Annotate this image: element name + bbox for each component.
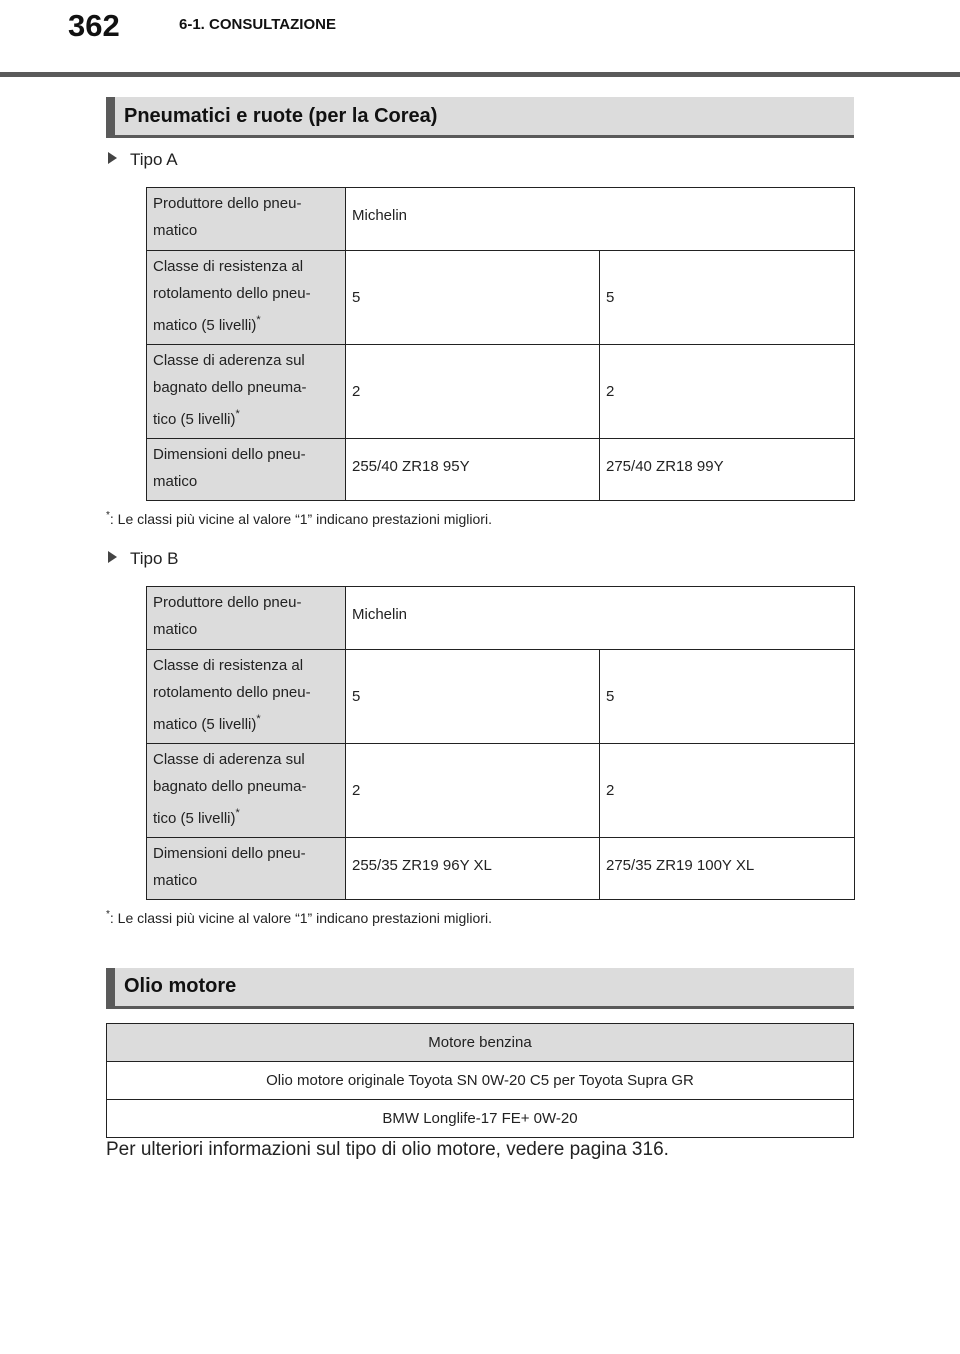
section-header-tyres bbox=[106, 97, 854, 138]
row-label-manufacturer: Produttore dello pneu- matico bbox=[147, 188, 346, 251]
size-rear-value: 275/35 ZR19 100Y XL bbox=[600, 838, 855, 900]
section-title-oil: Olio motore bbox=[124, 975, 237, 997]
table-row bbox=[147, 838, 855, 900]
table-row bbox=[107, 1024, 854, 1062]
oil-row-2: BMW Longlife-17 FE+ 0W-20 bbox=[107, 1100, 854, 1138]
section-title-tyres: Pneumatici e ruote (per la Corea) bbox=[124, 105, 438, 127]
row-label-size: Dimensioni dello pneu- matico bbox=[147, 838, 346, 900]
chapter-title: 6-1. CONSULTAZIONE bbox=[179, 16, 336, 33]
section-header-bar bbox=[106, 97, 115, 135]
table-row bbox=[147, 587, 855, 650]
table-row bbox=[147, 650, 855, 744]
footnote-type-b: *: Le classi più vicine al valore “1” indicano prestazioni migliori. bbox=[106, 909, 492, 926]
section-header-bar bbox=[106, 968, 115, 1006]
oil-reference-text: Per ulteriori informazioni sul tipo di olio motore, vedere pagina 316. bbox=[106, 1139, 669, 1160]
row-label-manufacturer: Produttore dello pneu- matico bbox=[147, 587, 346, 650]
section-header-oil bbox=[106, 968, 854, 1009]
manufacturer-value: Michelin bbox=[346, 587, 855, 650]
table-row bbox=[147, 251, 855, 345]
triangle-bullet-icon bbox=[108, 551, 117, 563]
table-row bbox=[107, 1062, 854, 1100]
size-front-value: 255/40 ZR18 95Y bbox=[346, 439, 600, 501]
size-rear-value: 275/40 ZR18 99Y bbox=[600, 439, 855, 501]
type-a-label: Tipo A bbox=[108, 150, 178, 170]
size-front-value: 255/35 ZR19 96Y XL bbox=[346, 838, 600, 900]
row-label-size: Dimensioni dello pneu- matico bbox=[147, 439, 346, 501]
triangle-bullet-icon bbox=[108, 152, 117, 164]
wet-rear-value: 2 bbox=[600, 345, 855, 439]
page-number: 362 bbox=[68, 8, 120, 43]
table-row bbox=[107, 1100, 854, 1138]
wet-rear-value: 2 bbox=[600, 744, 855, 838]
type-b-label: Tipo B bbox=[108, 549, 179, 569]
row-label-rolling-resistance: Classe di resistenza al rotolamento dello pneu- matico (5 livelli)* bbox=[147, 251, 346, 345]
tyre-table-type-b bbox=[146, 586, 855, 900]
oil-table bbox=[106, 1023, 854, 1138]
row-label-wet-grip: Classe di aderenza sul bagnato dello pneuma- tico (5 livelli)* bbox=[147, 744, 346, 838]
oil-row-1: Olio motore originale Toyota SN 0W-20 C5 per Toyota Supra GR bbox=[107, 1062, 854, 1100]
oil-table-header: Motore benzina bbox=[107, 1024, 854, 1062]
footnote-type-a: *: Le classi più vicine al valore “1” indicano prestazioni migliori. bbox=[106, 510, 492, 527]
table-row bbox=[147, 744, 855, 838]
wet-front-value: 2 bbox=[346, 345, 600, 439]
row-label-rolling-resistance: Classe di resistenza al rotolamento dello pneu- matico (5 livelli)* bbox=[147, 650, 346, 744]
rolling-rear-value: 5 bbox=[600, 251, 855, 345]
wet-front-value: 2 bbox=[346, 744, 600, 838]
rolling-front-value: 5 bbox=[346, 251, 600, 345]
table-row bbox=[147, 439, 855, 501]
manufacturer-value: Michelin bbox=[346, 188, 855, 251]
rolling-front-value: 5 bbox=[346, 650, 600, 744]
row-label-wet-grip: Classe di aderenza sul bagnato dello pneuma- tico (5 livelli)* bbox=[147, 345, 346, 439]
table-row bbox=[147, 188, 855, 251]
tyre-table-type-a bbox=[146, 187, 855, 501]
table-row bbox=[147, 345, 855, 439]
rolling-rear-value: 5 bbox=[600, 650, 855, 744]
header-rule bbox=[0, 72, 960, 77]
